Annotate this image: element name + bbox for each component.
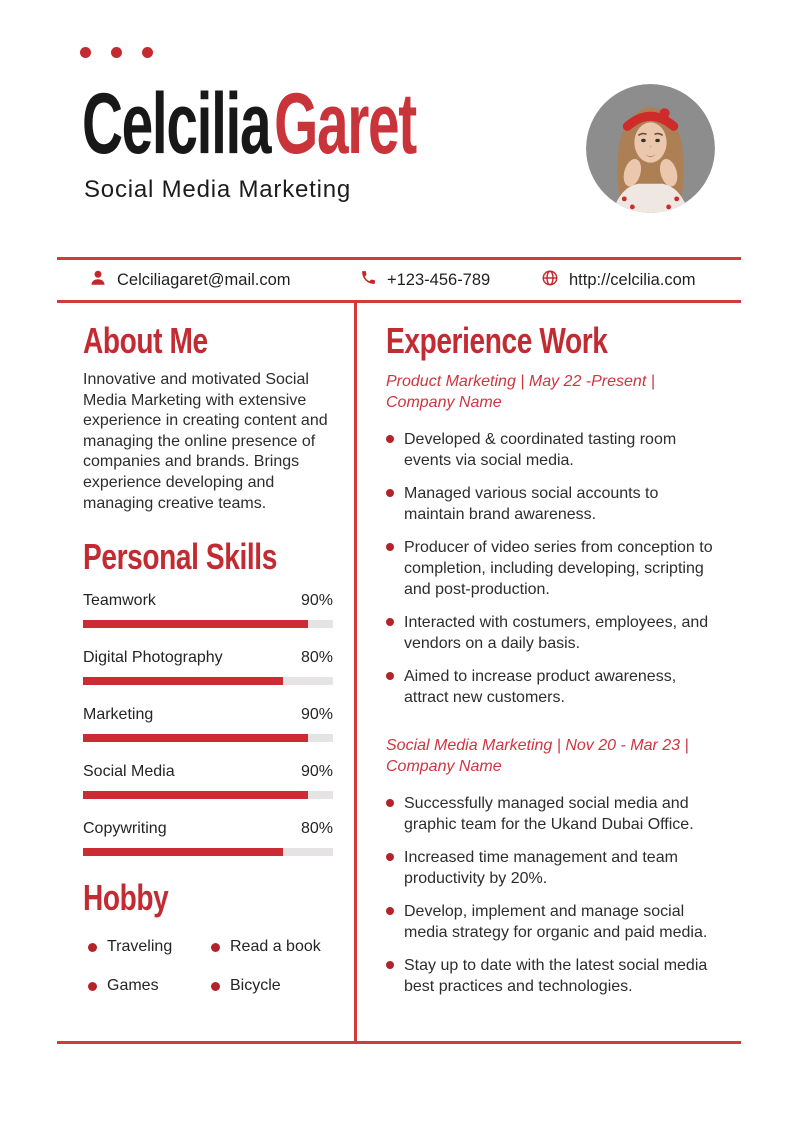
- bullet-icon: [386, 799, 394, 807]
- hobby-item: [211, 938, 333, 956]
- hobby-item: [88, 977, 211, 995]
- content-columns: [57, 302, 741, 1041]
- red-dot-icon: [142, 47, 153, 58]
- contact-email: [89, 269, 360, 292]
- skill-label: Social Media: [83, 763, 175, 781]
- contact-email-text: Celciliagaret@mail.com: [117, 270, 291, 289]
- skill-bar-track: [83, 620, 333, 628]
- red-dot-icon: [111, 47, 122, 58]
- experience-bullet: Successfully managed social media and graphic team for the Ukand Dubai Office.: [386, 793, 723, 835]
- skill-label: Digital Photography: [83, 649, 223, 667]
- skill-label: Marketing: [83, 706, 154, 724]
- bullet-icon: [386, 435, 394, 443]
- bullet-icon: [386, 489, 394, 497]
- red-dot-icon: [80, 47, 91, 58]
- person-icon: [89, 269, 107, 292]
- experience-bullet: Stay up to date with the latest social media best practices and technologies.: [386, 955, 723, 997]
- contact-website: [541, 269, 741, 292]
- job-bullets: [386, 793, 723, 997]
- hobby-label: Bicycle: [230, 977, 281, 995]
- skill-percent: 80%: [300, 820, 333, 838]
- hobby-label: Games: [107, 977, 159, 995]
- left-column: [57, 302, 355, 995]
- experience-bullet: Increased time management and team productivity by 20%.: [386, 847, 723, 889]
- hobby-label: Traveling: [107, 938, 173, 956]
- skill-bar-track: [83, 848, 333, 856]
- skill-bar-fill: [83, 677, 283, 685]
- skill-percent: 90%: [300, 706, 333, 724]
- hobby-item: [211, 977, 333, 995]
- contact-website-text: http://celcilia.com: [569, 270, 696, 289]
- bullet-icon: [386, 672, 394, 680]
- bottom-rule: [57, 1041, 741, 1044]
- bullet-icon: [386, 961, 394, 969]
- skill-row: [83, 819, 333, 856]
- experience-bullet: Producer of video series from conception to completion, including developing, scripting and post-production.: [386, 537, 723, 600]
- job-meta-line: Company Name: [386, 394, 502, 411]
- job-title: Social Media Marketing: [84, 176, 352, 203]
- skills-list: [83, 591, 333, 856]
- job-entry: [386, 735, 723, 997]
- skill-percent: 90%: [300, 592, 333, 610]
- hobby-label: Read a book: [230, 938, 321, 956]
- experience-bullet: Developed & coordinated tasting room events via social media.: [386, 429, 723, 471]
- skill-bar-fill: [83, 791, 308, 799]
- right-column: [386, 302, 723, 997]
- bullet-icon: [386, 853, 394, 861]
- skill-bar-track: [83, 791, 333, 799]
- experience-bullet: Managed various social accounts to maintain brand awareness.: [386, 483, 723, 525]
- about-text: Innovative and motivated Social Media Marketing with extensive experience in creating content and managing the online presence of companies and brands. Brings experience developing and managing creative teams.: [83, 371, 328, 512]
- job-meta-line: Company Name: [386, 758, 502, 775]
- bullet-icon: [88, 982, 97, 991]
- bullet-icon: [386, 618, 394, 626]
- bullet-icon: [211, 943, 220, 952]
- contact-phone: [360, 269, 541, 291]
- skill-row: [83, 705, 333, 742]
- skill-label: Teamwork: [83, 592, 156, 610]
- person-name: [82, 76, 416, 172]
- job-meta: [386, 371, 723, 413]
- decor-dots: [80, 47, 153, 58]
- jobs-list: [386, 371, 723, 997]
- about-heading: About Me: [83, 320, 208, 361]
- phone-icon: [360, 269, 377, 291]
- last-name: Garet: [274, 76, 416, 172]
- skill-bar-fill: [83, 848, 283, 856]
- experience-heading: Experience Work: [386, 320, 608, 361]
- first-name: Celcilia: [82, 76, 271, 172]
- skill-row: [83, 762, 333, 799]
- contact-phone-text: +123-456-789: [387, 270, 491, 289]
- bullet-icon: [386, 543, 394, 551]
- skill-bar-track: [83, 677, 333, 685]
- hobby-heading: Hobby: [83, 877, 169, 919]
- skill-percent: 90%: [300, 763, 333, 781]
- skill-bar-fill: [83, 620, 308, 628]
- bullet-icon: [386, 907, 394, 915]
- skill-label: Copywriting: [83, 820, 167, 838]
- job-meta-line: Product Marketing | May 22 -Present |: [386, 373, 655, 390]
- hobby-item: [88, 938, 211, 956]
- profile-photo: [586, 84, 715, 213]
- globe-icon: [541, 269, 559, 292]
- job-meta: [386, 735, 723, 777]
- bullet-icon: [88, 943, 97, 952]
- job-bullets: [386, 429, 723, 708]
- skills-heading: Personal Skills: [83, 536, 277, 578]
- bullet-icon: [211, 982, 220, 991]
- skill-bar-fill: [83, 734, 308, 742]
- job-meta-line: Social Media Marketing | Nov 20 - Mar 23 |: [386, 737, 689, 754]
- hobby-list: [88, 938, 333, 995]
- skill-row: [83, 648, 333, 685]
- experience-bullet: Develop, implement and manage social media strategy for organic and paid media.: [386, 901, 723, 943]
- skill-bar-track: [83, 734, 333, 742]
- experience-bullet: Aimed to increase product awareness, attract new customers.: [386, 666, 723, 708]
- skill-percent: 80%: [300, 649, 333, 667]
- contact-bar: [57, 257, 741, 303]
- job-entry: [386, 371, 723, 708]
- skill-row: [83, 591, 333, 628]
- experience-bullet: Interacted with costumers, employees, and vendors on a daily basis.: [386, 612, 723, 654]
